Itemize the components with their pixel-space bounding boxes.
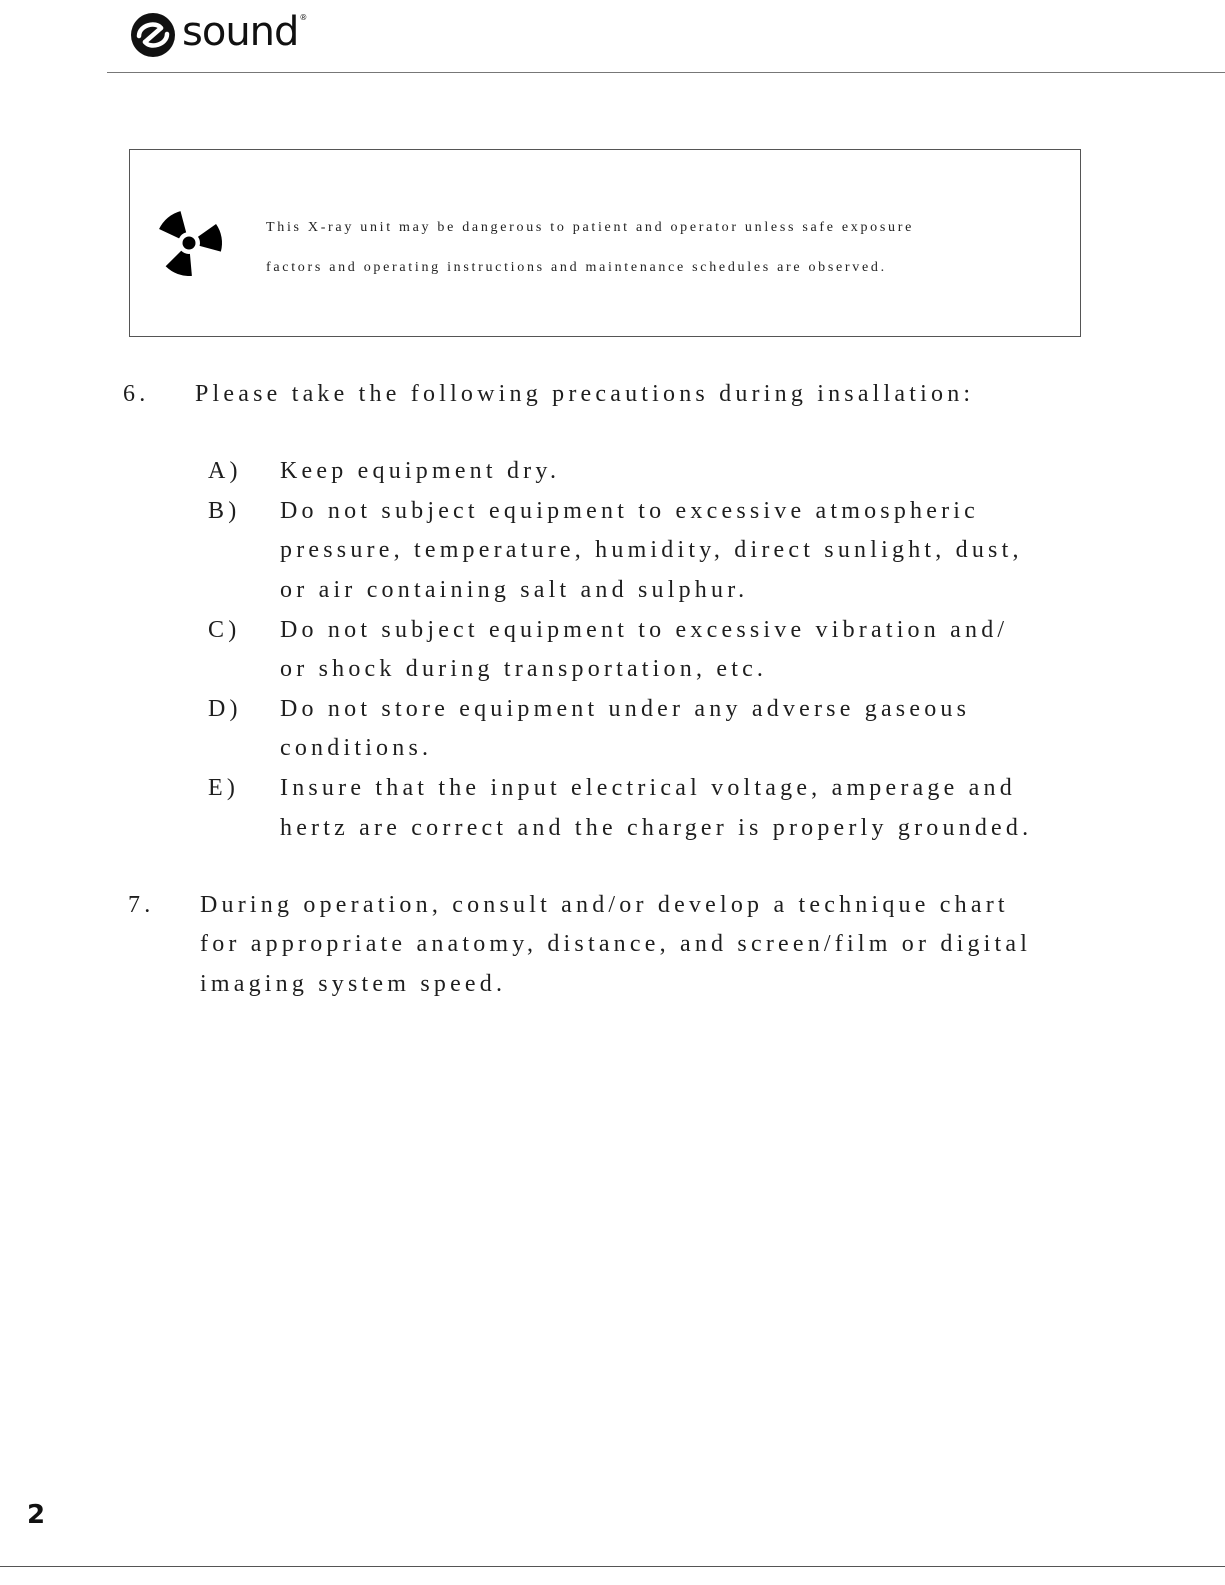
- list-item-line: conditions.: [280, 735, 433, 761]
- page-number: 2: [27, 1500, 46, 1530]
- section-line: for appropriate anatomy, distance, and screen/film or digital: [200, 931, 1032, 957]
- list-item-line: Do not subject equipment to excessive vibration and/: [280, 617, 1009, 643]
- header-divider: [107, 72, 1225, 73]
- section-line: During operation, consult and/or develop a technique chart: [200, 892, 1009, 918]
- list-item-line: Do not subject equipment to excessive atmospheric: [280, 498, 980, 524]
- list-label: B): [208, 498, 241, 524]
- xray-warning-box: [129, 149, 1081, 337]
- brand-logo: [130, 9, 308, 58]
- list-item-line: Do not store equipment under any adverse gaseous: [280, 696, 971, 722]
- list-item-line: hertz are correct and the charger is properly grounded.: [280, 815, 1033, 841]
- section-line: imaging system speed.: [200, 971, 507, 997]
- list-label: D): [208, 696, 242, 722]
- list-item-line: or air containing salt and sulphur.: [280, 577, 749, 603]
- radiation-trefoil-icon: [152, 208, 226, 276]
- sound-swirl-logo-icon: [130, 12, 176, 58]
- warning-line: This X-ray unit may be dangerous to patient and operator unless safe exposure: [266, 220, 914, 235]
- warning-line: factors and operating instructions and maintenance schedules are observed.: [266, 260, 887, 275]
- list-item-line: Keep equipment dry.: [280, 458, 561, 484]
- list-label: A): [208, 458, 242, 484]
- section-number: 7.: [128, 892, 155, 918]
- brand-name: sound: [182, 9, 299, 55]
- list-item-line: pressure, temperature, humidity, direct sunlight, dust,: [280, 537, 1023, 563]
- section-title: Please take the following precautions during insallation:: [195, 381, 975, 407]
- section-number: 6.: [123, 381, 150, 407]
- list-label: C): [208, 617, 241, 643]
- registered-mark: ®: [299, 12, 308, 22]
- list-label: E): [208, 775, 240, 801]
- footer-divider: [0, 1566, 1225, 1567]
- list-item-line: or shock during transportation, etc.: [280, 656, 768, 682]
- list-item-line: Insure that the input electrical voltage, amperage and: [280, 775, 1016, 801]
- warning-text: [266, 208, 1066, 288]
